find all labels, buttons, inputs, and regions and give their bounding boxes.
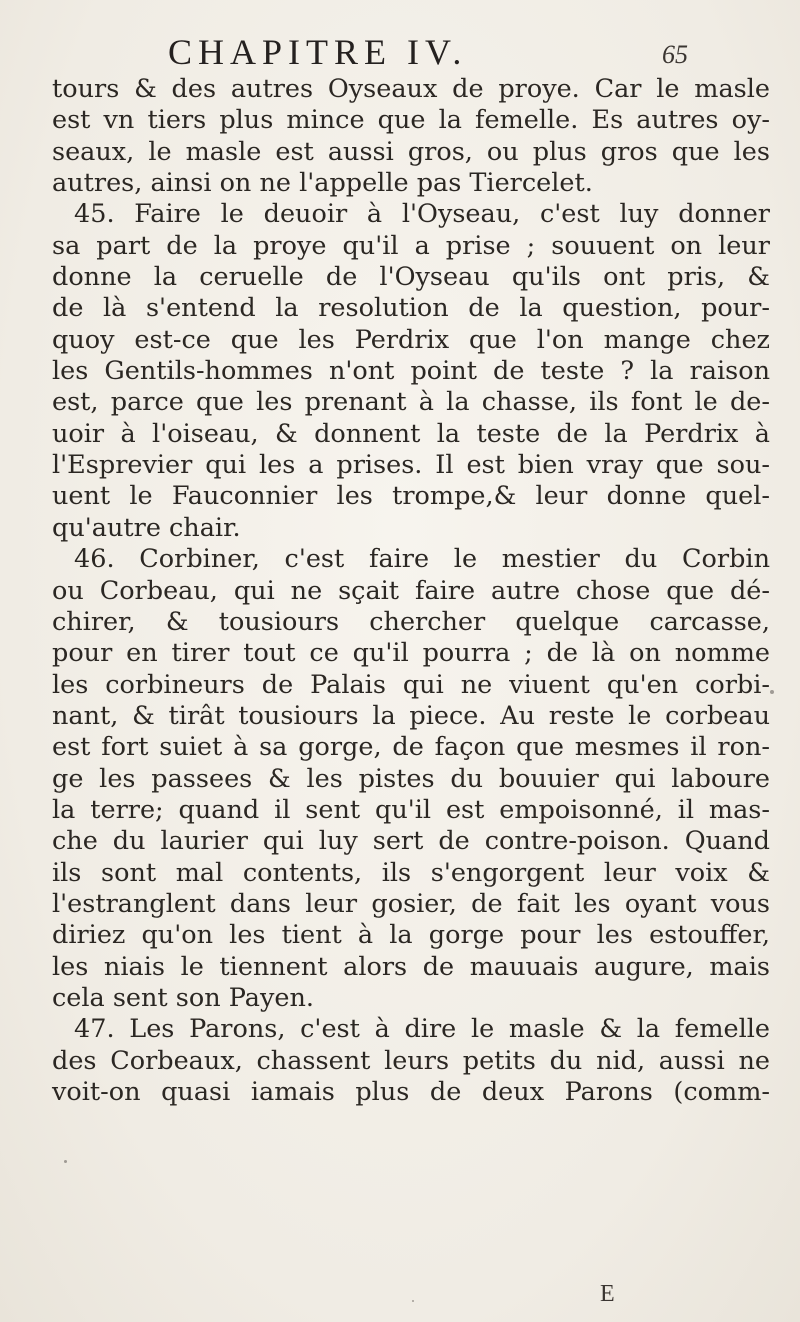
text-line: des Corbeaux, chassent leurs petits du nid, aussi ne (52, 1045, 770, 1076)
text-line: uent le Fauconnier les trompe,& leur donne quel- (52, 481, 770, 512)
text-line: ge les passees & les pistes du bouuier qui laboure (52, 763, 770, 794)
text-line: quoy est-ce que les Perdrix que l'on mange chez (52, 324, 770, 355)
text-line: ou Corbeau, qui ne sçait faire autre chose que dé- (52, 575, 770, 606)
paper-speck (64, 1160, 67, 1163)
text-line: sa part de la proye qu'il a prise ; souuent on leur (52, 230, 770, 261)
text-line: uoir à l'oiseau, & donnent la teste de la Perdrix à (52, 418, 770, 449)
signature-mark: E (600, 1281, 615, 1307)
text-line: la terre; quand il sent qu'il est empoisonné, il mas- (52, 794, 770, 825)
text-line: nant, & tirât tousiours la piece. Au reste le corbeau (52, 700, 770, 731)
text-line: voit-on quasi iamais plus de deux Parons (comm- (52, 1077, 770, 1107)
text-line: 47. Les Parons, c'est à dire le masle & la femelle (74, 1014, 770, 1045)
page-number: 65 (662, 40, 688, 69)
text-line: autres, ainsi on ne l'appelle pas Tiercelet. (52, 168, 593, 199)
text-line: chirer, & tousiours chercher quelque carcasse, (52, 606, 770, 637)
paper-speck (770, 690, 774, 694)
text-line: 46. Corbiner, c'est faire le mestier du Corbin (74, 544, 770, 575)
text-line: cela sent son Payen. (52, 982, 314, 1013)
text-line: ils sont mal contents, ils s'engorgent leur voix & (52, 857, 770, 888)
text-line: qu'autre chair. (52, 512, 241, 543)
text-line: che du laurier qui luy sert de contre-poison. Quand (52, 826, 770, 857)
text-line: est, parce que les prenant à la chasse, ils font le de- (52, 387, 770, 418)
paper-speck (412, 1300, 414, 1302)
chapter-title: CHAPITRE IV. (168, 32, 468, 72)
text-line: donne la ceruelle de l'Oyseau qu'ils ont pris, & (52, 262, 770, 293)
text-line: les corbineurs de Palais qui ne viuent qu'en corbi- (52, 669, 770, 700)
text-line: de là s'entend la resolution de la question, pour- (52, 293, 770, 324)
text-line: est fort suiet à sa gorge, de façon que mesmes il ron- (52, 732, 770, 763)
text-line: les Gentils-hommes n'ont point de teste ? la raison (52, 356, 770, 387)
text-line: seaux, le masle est aussi gros, ou plus gros que les (52, 136, 770, 167)
running-header (168, 34, 688, 70)
text-line: l'estranglent dans leur gosier, de fait les oyant vous (52, 888, 770, 919)
text-line: tours & des autres Oyseaux de proye. Car le masle (52, 74, 770, 104)
text-line: pour en tirer tout ce qu'il pourra ; de là on nomme (52, 638, 770, 669)
body-text (52, 74, 770, 1108)
text-line: diriez qu'on les tient à la gorge pour les estouffer, (52, 920, 770, 951)
text-line: les niais le tiennent alors de mauuais augure, mais (52, 951, 770, 982)
text-line: est vn tiers plus mince que la femelle. Es autres oy- (52, 105, 770, 136)
text-line: l'Esprevier qui les a prises. Il est bien vray que sou- (52, 450, 770, 481)
text-line: 45. Faire le deuoir à l'Oyseau, c'est luy donner (74, 199, 770, 230)
